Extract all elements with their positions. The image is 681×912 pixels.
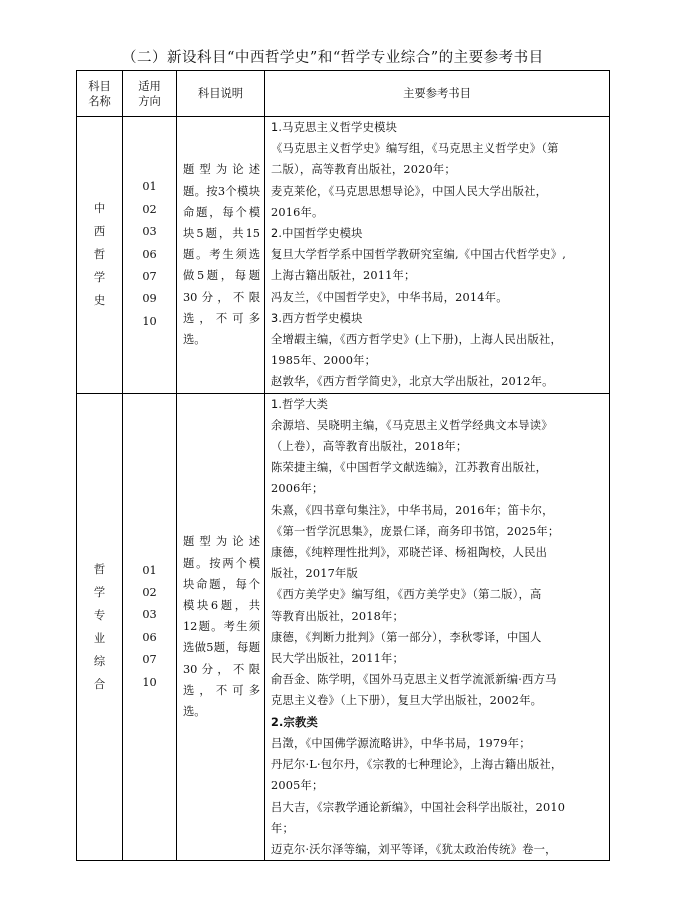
direction-code: 01 (142, 563, 157, 577)
reference-line: （上卷），高等教育出版社，2018年； (271, 440, 468, 454)
reference-table (76, 70, 610, 861)
direction-code: 02 (142, 202, 157, 216)
name-char: 综 (93, 654, 106, 668)
reference-line: 吕大吉，《宗教学通论新编》，中国社会科学出版社，2010 (271, 800, 566, 814)
name-char: 学 (93, 585, 106, 599)
reference-line: 等教育出版社，2018年； (271, 609, 405, 623)
header-references: 主要参考书目 (265, 71, 610, 117)
reference-line: 年； (271, 821, 294, 835)
name-char: 专 (93, 608, 106, 622)
reference-line: 1985年、2000年； (271, 354, 377, 368)
reference-line: 康德，《判断力批判》（第一部分），李秋零译，中国人 (271, 630, 542, 644)
direction-code: 03 (142, 608, 157, 622)
reference-line: 《第一哲学沉思集》，庞景仁译，商务印书馆，2025年； (271, 524, 560, 538)
header-description: 科目说明 (177, 71, 265, 117)
table-row (77, 393, 610, 860)
subject-description: 题型为论述题。按3个模块命题，每个模块5题，共15题。考生须选做5题，每题30分，不限选，不可多选。 (177, 117, 265, 394)
reference-line: 余源培、吴晓明主编，《马克思主义哲学经典文本导读》 (271, 418, 553, 432)
header-subject-name (77, 71, 123, 117)
reference-line: 二版），高等教育出版社，2020年； (271, 163, 456, 177)
header-line: 名称 (88, 94, 111, 108)
reference-line: 复旦大学哲学系中国哲学教研究室编,《中国古代哲学史》, (271, 248, 567, 262)
reference-line: 赵敦华，《西方哲学简史》，北京大学出版社，2012年。 (271, 375, 554, 389)
reference-line: 《马克思主义哲学史》编写组，《马克思主义哲学史》（第 (271, 142, 559, 156)
reference-line: 2016年。 (271, 205, 324, 219)
reference-line: 上海古籍出版社，2011年； (271, 269, 416, 283)
name-char: 中 (93, 202, 106, 216)
reference-line: 2005年； (271, 779, 324, 793)
name-char: 哲 (93, 248, 106, 262)
module-heading: 2.中国哲学史模块 (271, 227, 363, 241)
subject-name (77, 393, 123, 860)
direction-code: 10 (142, 314, 157, 328)
direction-code: 06 (142, 630, 157, 644)
name-char: 学 (93, 271, 106, 285)
direction-code: 02 (142, 586, 157, 600)
reference-line: 全增嘏主编，《西方哲学史》(上下册)，上海人民出版社， (271, 333, 562, 347)
direction-code: 10 (142, 675, 157, 689)
subject-description: 题型为论述题。按两个模块命题，每个模块6题，共12题。考生须选做5题，每题30分，不限选，不可多选。 (177, 393, 265, 860)
header-direction (123, 71, 177, 117)
direction-code: 01 (142, 180, 157, 194)
name-char: 合 (93, 677, 106, 691)
reference-line: 迈克尔·沃尔泽等编，刘平等译，《犹太政治传统》卷一， (271, 842, 557, 856)
direction-code: 06 (142, 247, 157, 261)
reference-line: 俞吾金、陈学明，《国外马克思主义哲学流派新编·西方马 (271, 673, 557, 687)
header-line: 适用 (138, 79, 161, 93)
reference-line: 民大学出版社，2011年； (271, 652, 405, 666)
reference-line: 克思主义卷》（上下册），复旦大学出版社，2002年。 (271, 694, 543, 708)
reference-line: 康德，《纯粹理性批判》，邓晓芒译、杨祖陶校，人民出 (271, 546, 548, 560)
name-char: 西 (93, 225, 106, 239)
header-line: 科目 (88, 79, 111, 93)
reference-list (265, 117, 610, 394)
direction-codes (123, 393, 177, 860)
module-heading: 2.宗教类 (271, 715, 319, 729)
header-line: 方向 (138, 94, 161, 108)
name-char: 史 (93, 294, 106, 308)
reference-line: 2006年； (271, 482, 324, 496)
direction-codes (123, 117, 177, 394)
subject-name (77, 117, 123, 394)
reference-line: 丹尼尔·L·包尔丹，《宗教的七种理论》，上海古籍出版社， (271, 758, 563, 772)
reference-line: 麦克莱伦，《马克思思想导论》，中国人民大学出版社， (271, 184, 548, 198)
direction-code: 07 (142, 270, 157, 284)
reference-line: 《西方美学史》编写组，《西方美学史》（第二版），高 (271, 588, 542, 602)
reference-line: 朱熹，《四书章句集注》，中华书局，2016年；笛卡尔， (271, 503, 554, 517)
direction-code: 09 (142, 292, 157, 306)
module-heading: 3.西方哲学史模块 (271, 311, 363, 325)
table-header-row (77, 71, 610, 117)
reference-line: 冯友兰，《中国哲学史》，中华书局，2014年。 (271, 290, 508, 304)
module-heading: 1.哲学大类 (271, 397, 329, 411)
table-row (77, 117, 610, 394)
reference-list (265, 393, 610, 860)
section-title: （二）新设科目“中西哲学史”和“哲学专业综合”的主要参考书目 (122, 50, 544, 66)
module-heading: 1.马克思主义哲学史模块 (271, 121, 398, 134)
reference-line: 版社，2017年版 (271, 567, 359, 581)
direction-code: 03 (142, 225, 157, 239)
name-char: 哲 (93, 562, 106, 576)
name-char: 业 (93, 631, 106, 645)
reference-line: 吕澂，《中国佛学源流略讲》，中华书局，1979年； (271, 736, 531, 750)
reference-line: 陈荣捷主编，《中国哲学文献选编》，江苏教育出版社， (271, 461, 548, 475)
direction-code: 07 (142, 653, 157, 667)
